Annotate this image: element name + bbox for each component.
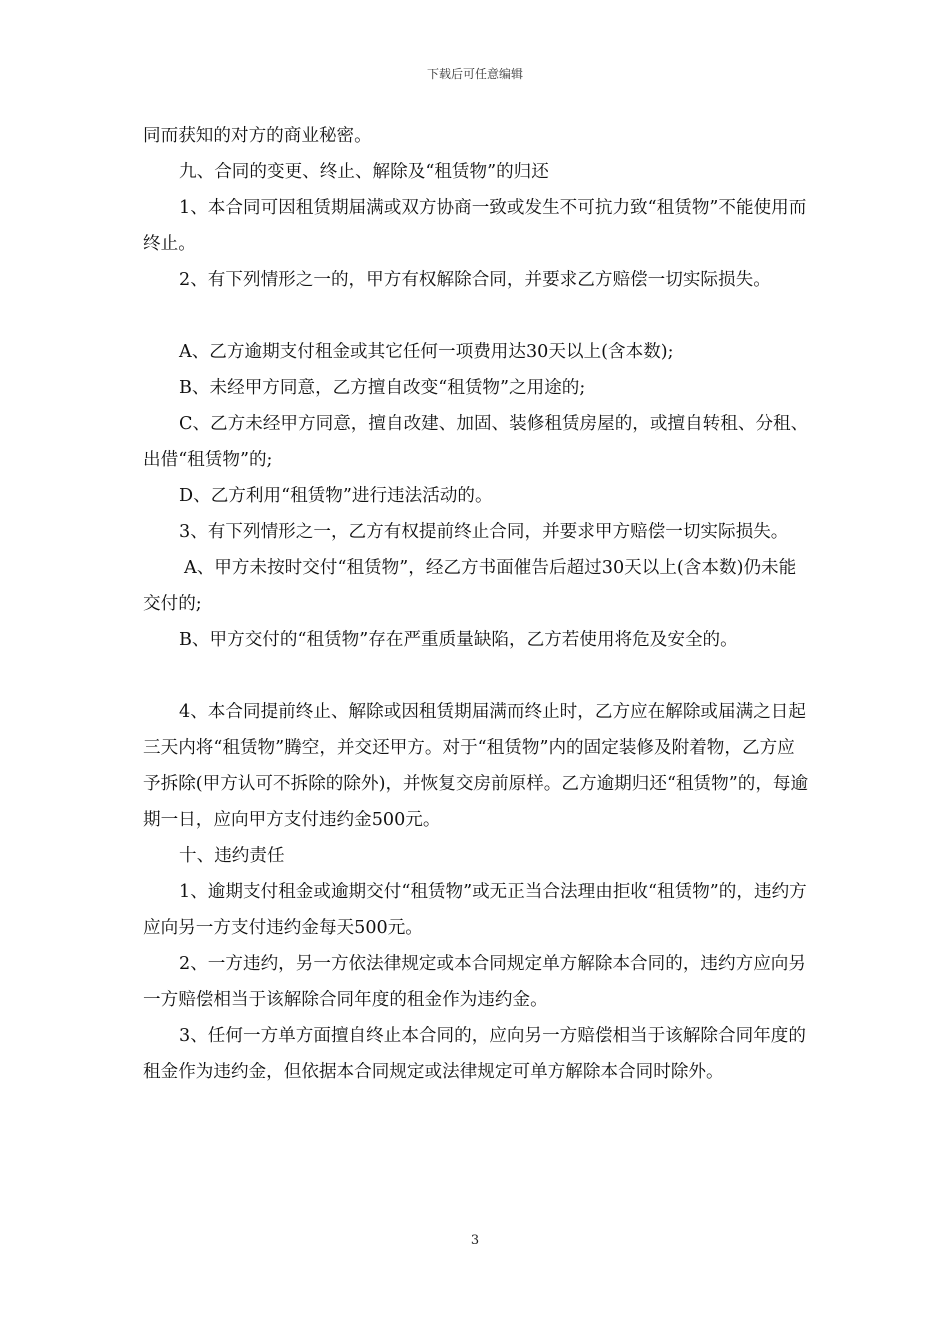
clause-9-3: 3、有下列情形之一，乙方有权提前终止合同，并要求甲方赔偿一切实际损失。: [179, 522, 789, 542]
clause-9-2-a: A、乙方逾期支付租金或其它任何一项费用达30天以上(含本数);: [179, 342, 674, 362]
section-heading-9: 九、合同的变更、终止、解除及“租赁物”的归还: [179, 162, 549, 182]
clause-9-3-b: B、甲方交付的“租赁物”存在严重质量缺陷，乙方若使用将危及安全的。: [179, 630, 738, 650]
clause-9-1: 1、本合同可因租赁期届满或双方协商一致或发生不可抗力致“租赁物”不能使用而终止。: [143, 198, 807, 254]
clause-9-2-d: D、乙方利用“租赁物”进行违法活动的。: [179, 486, 493, 506]
clause-10-1: 1、逾期支付租金或逾期交付“租赁物”或无正当合法理由拒收“租赁物”的，违约方应向另一方支付违约金每天500元。: [143, 882, 807, 938]
document-body: [143, 118, 809, 1090]
clause-9-4: 4、本合同提前终止、解除或因租赁期届满而终止时，乙方应在解除或届满之日起三天内将“租赁物”腾空，并交还甲方。对于“租赁物”内的固定装修及附着物，乙方应予拆除(甲方认可不拆除的除外)，并恢复交房前原样。乙方逾期归还“租赁物”的，每逾期一日，应向甲方支付违约金500元。: [143, 702, 809, 830]
clause-9-2: 2、有下列情形之一的，甲方有权解除合同，并要求乙方赔偿一切实际损失。: [179, 270, 771, 290]
page-header: 下载后可任意编辑: [426, 67, 523, 81]
clause-10-3: 3、任何一方单方面擅自终止本合同的，应向另一方赔偿相当于该解除合同年度的租金作为违约金，但依据本合同规定或法律规定可单方解除本合同时除外。: [143, 1026, 806, 1082]
page-number: 3: [470, 1233, 480, 1248]
clause-10-2: 2、一方违约，另一方依法律规定或本合同规定单方解除本合同的，违约方应向另一方赔偿相当于该解除合同年度的租金作为违约金。: [143, 954, 806, 1010]
section-heading-10: 十、违约责任: [179, 846, 285, 866]
clause-9-2-b: B、未经甲方同意，乙方擅自改变“租赁物”之用途的;: [179, 378, 586, 398]
paragraph-trade-secret: 同而获知的对方的商业秘密。: [143, 126, 372, 146]
clause-9-2-c: C、乙方未经甲方同意，擅自改建、加固、装修租赁房屋的，或擅自转租、分租、出借“租赁物”的;: [143, 414, 809, 470]
clause-9-3-a: A、甲方未按时交付“租赁物”，经乙方书面催告后超过30天以上(含本数)仍未能交付的;: [143, 558, 797, 614]
